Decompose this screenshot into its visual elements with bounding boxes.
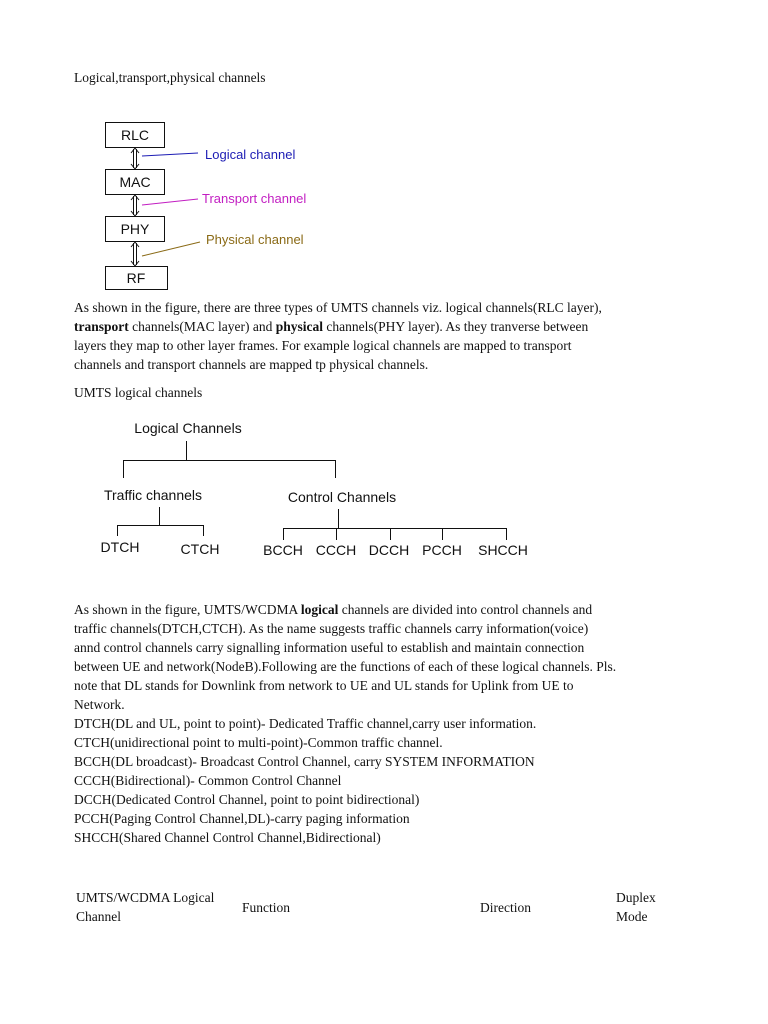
definition-line: DCCH(Dedicated Control Channel, point to point bidirectional) <box>74 792 420 807</box>
section-heading-channels: Logical,transport,physical channels <box>74 70 266 85</box>
definition-line: SHCCH(Shared Channel Control Channel,Bidirectional) <box>74 830 381 845</box>
phy-label: PHY <box>120 221 150 237</box>
transport-channel-label: Transport channel <box>202 191 307 206</box>
pcch-label: PCCH <box>422 542 462 558</box>
shcch-label: SHCCH <box>478 542 528 558</box>
para1-line: As shown in the figure, there are three types of UMTS channels viz. logical channels(RLC layer), <box>74 300 602 315</box>
transport-leader-line <box>142 199 198 205</box>
para2-line: note that DL stands for Downlink from network to UE and UL stands for Uplink from UE to <box>74 678 574 693</box>
mac-phy-arrow <box>131 195 139 216</box>
rlc-label: RLC <box>120 127 150 143</box>
para2-line: As shown in the figure, UMTS/WCDMA logical channels are divided into control channels and <box>74 602 593 617</box>
bold-term: transport <box>74 319 129 334</box>
bold-term: physical <box>275 319 323 334</box>
header-function: Function <box>242 900 291 915</box>
para2-line: traffic channels(DTCH,CTCH). As the name suggests traffic channels carry information(voice) <box>74 621 589 636</box>
para2-line: Network. <box>74 697 125 712</box>
traffic-channels-label: Traffic channels <box>103 487 203 503</box>
dcch-label: DCCH <box>368 542 410 558</box>
para1-line: channels and transport channels are mapped tp physical channels. <box>74 357 429 372</box>
mac-box <box>106 170 165 195</box>
dtch-label: DTCH <box>100 539 140 555</box>
para2-line: between UE and network(NodeB).Following are the functions of each of these logical channels. Pls. <box>74 659 617 674</box>
rf-label: RF <box>126 270 146 286</box>
para2-line: annd control channels carry signalling information useful to establish and maintain connection <box>74 640 585 655</box>
definition-line: CTCH(unidirectional point to multi-point)-Common traffic channel. <box>74 735 443 750</box>
phy-box <box>106 217 165 242</box>
header-direction: Direction <box>480 900 531 915</box>
mac-label: MAC <box>119 174 151 190</box>
definition-line: DTCH(DL and UL, point to point)- Dedicated Traffic channel,carry user information. <box>74 716 537 731</box>
logical-channel-label: Logical channel <box>205 147 296 162</box>
tree-root-label: Logical Channels <box>134 420 242 436</box>
bold-term: logical <box>300 602 339 617</box>
logical-channels-paragraph <box>74 600 714 847</box>
rlc-box <box>106 123 165 148</box>
para1-line: layers they map to other layer frames. For example logical channels are mapped to transport <box>74 338 572 353</box>
rf-box <box>106 267 168 290</box>
physical-channel-label: Physical channel <box>206 232 304 247</box>
logical-leader-line <box>142 153 198 156</box>
logical-channels-tree <box>117 441 507 540</box>
rlc-mac-arrow <box>131 148 139 169</box>
definition-line: BCCH(DL broadcast)- Broadcast Control Channel, carry SYSTEM INFORMATION <box>74 754 535 769</box>
bcch-label: BCCH <box>263 542 303 558</box>
definition-line: CCCH(Bidirectional)- Common Control Channel <box>74 773 342 788</box>
ctch-label: CTCH <box>180 541 220 557</box>
header-duplex-mode: Duplex Mode <box>616 890 656 924</box>
ccch-label: CCCH <box>315 542 357 558</box>
physical-leader-line <box>142 242 200 256</box>
control-channels-label: Control Channels <box>287 489 397 505</box>
intro-paragraph <box>74 298 714 374</box>
header-logical-channel: UMTS/WCDMA Logical Channel <box>76 890 215 924</box>
section-heading-logical: UMTS logical channels <box>74 385 203 400</box>
definition-line: PCCH(Paging Control Channel,DL)-carry paging information <box>74 811 410 826</box>
phy-rf-arrow <box>131 242 139 266</box>
para1-line: transport channels(MAC layer) and physical channels(PHY layer). As they tranverse between <box>74 319 589 334</box>
